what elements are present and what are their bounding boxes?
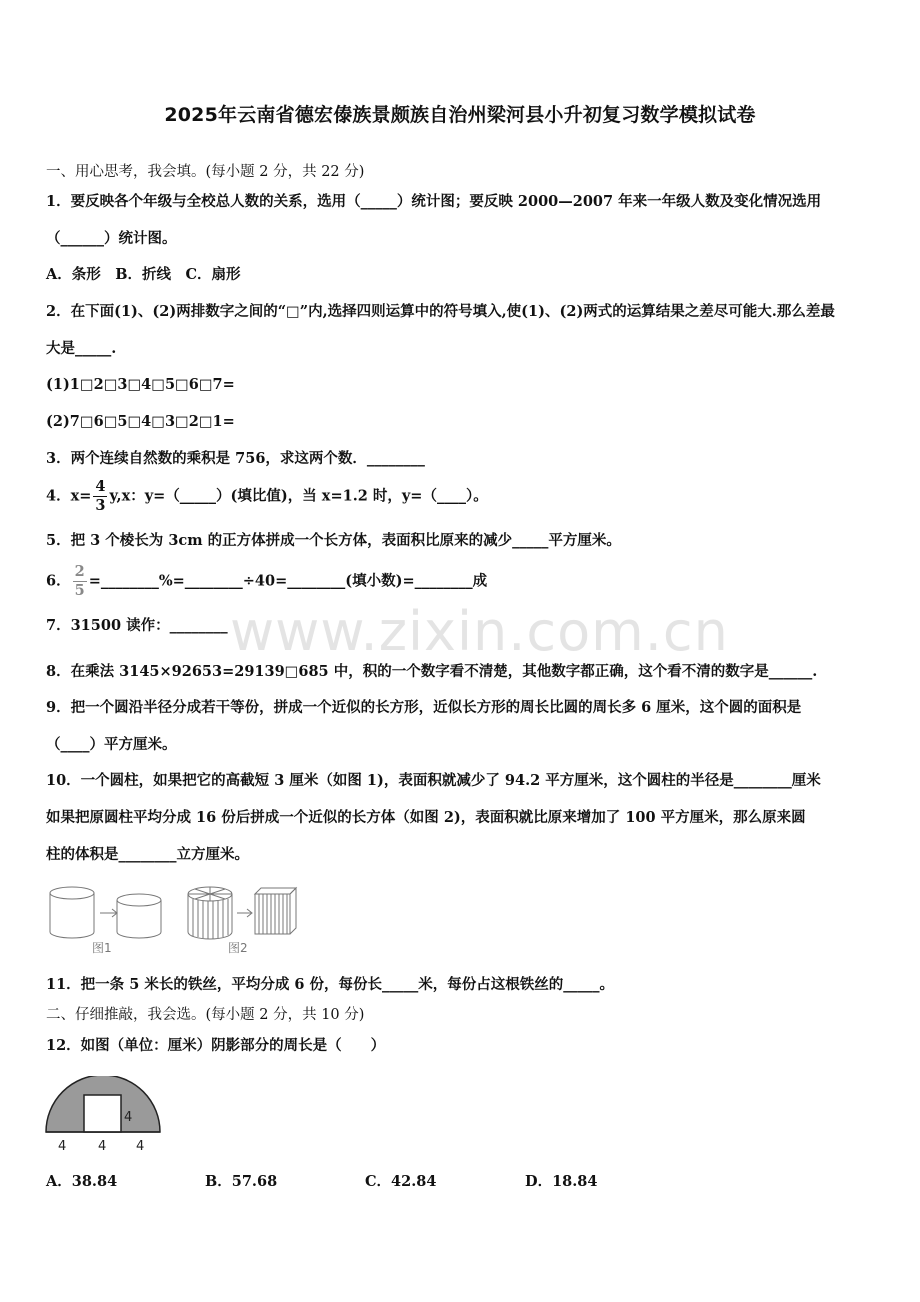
q6-fraction (73, 563, 87, 600)
q10-line1: 10．一个圆柱，如果把它的高截短 3 厘米（如图 1)，表面积就减少了 94.2 平方厘米，这个圆柱的半径是________厘米 (46, 772, 821, 789)
q4-prefix: 4．x= (46, 487, 92, 505)
q1-options: A．条形 B．折线 C．扇形 (46, 266, 241, 283)
q9-line1: 9．把一个圆沿半径分成若干等份，拼成一个近似的长方形，近似长方形的周长比圆的周长多 6 厘米，这个圆的面积是 (46, 699, 802, 716)
q6-numerator: 2 (74, 563, 85, 580)
section-2-heading: 二、仔细推敲，我会选。(每小题 2 分，共 10 分) (46, 1007, 365, 1023)
q4-denominator: 3 (95, 497, 106, 514)
figure-2-sliced-cylinder (188, 887, 296, 939)
q10-figures (40, 880, 310, 960)
q2-row1: (1)1□2□3□4□5□6□7= (46, 376, 235, 393)
q6-suffix: =________%=________÷40=________(填小数)=________成 (88, 572, 488, 590)
figure-1-cylinders (50, 887, 161, 938)
side-label: 4 (124, 1110, 133, 1125)
q9-line2: （____）平方厘米。 (46, 736, 177, 753)
q10-line3: 柱的体积是________立方厘米。 (46, 846, 249, 863)
q4-fraction (93, 478, 107, 515)
section-1-heading: 一、用心思考，我会填。(每小题 2 分，共 22 分) (46, 164, 365, 180)
q12-option-a: A．38.84 (46, 1173, 118, 1190)
q6-prefix: 6． (46, 572, 71, 590)
q4 (46, 478, 488, 515)
base-label-1: 4 (58, 1139, 67, 1154)
q1-line1: 1．要反映各个年级与全校总人数的关系，选用（_____）统计图；要反映 2000—2007 年来一年级人数及变化情况选用 (46, 193, 822, 210)
q6 (46, 563, 487, 600)
q12-option-c: C．42.84 (365, 1173, 437, 1190)
q4-numerator: 4 (95, 478, 106, 495)
q3: 3．两个连续自然数的乘积是 756，求这两个数．________ (46, 450, 425, 467)
q2-line1: 2．在下面(1)、(2)两排数字之间的“□”内,选择四则运算中的符号填入,使(1)、(2)两式的运算结果之差尽可能大.那么差最 (46, 303, 835, 320)
q6-denominator: 5 (74, 582, 85, 599)
figure-1-label: 图1 (92, 941, 112, 955)
q12-figure (40, 1076, 170, 1156)
q11: 11．把一条 5 米长的铁丝，平均分成 6 份，每份长_____米，每份占这根铁丝的_____。 (46, 976, 615, 993)
q7: 7．31500 读作：________ (46, 617, 228, 634)
base-label-3: 4 (136, 1139, 145, 1154)
q10-line2: 如果把原圆柱平均分成 16 份后拼成一个近似的长方体（如图 2)，表面积就比原来增加了 100 平方厘米，那么原来圆 (46, 809, 806, 826)
figure-2-label: 图2 (228, 941, 248, 955)
base-label-2: 4 (98, 1139, 107, 1154)
q2-line2: 大是_____. (46, 340, 117, 357)
q5: 5．把 3 个棱长为 3cm 的正方体拼成一个长方体，表面积比原来的减少_____平方厘米。 (46, 532, 621, 549)
q8: 8．在乘法 3145×92653=29139□685 中，积的一个数字看不清楚，其他数字都正确，这个看不清的数字是______. (46, 663, 818, 680)
q1-line2: （______）统计图。 (46, 230, 177, 247)
exam-title: 2025年云南省德宏傣族景颇族自治州梁河县小升初复习数学模拟试卷 (164, 104, 756, 126)
inner-square (84, 1095, 121, 1132)
q2-row2: (2)7□6□5□4□3□2□1= (46, 413, 235, 430)
q12-option-b: B．57.68 (205, 1173, 278, 1190)
q12-stem: 12．如图（单位：厘米）阴影部分的周长是（ ） (46, 1037, 386, 1054)
watermark: www.zixin.com.cn (230, 600, 729, 663)
q12-option-d: D．18.84 (525, 1173, 598, 1190)
q4-suffix: y,x：y=（_____）(填比值)，当 x=1.2 时，y=（____）。 (109, 487, 488, 505)
